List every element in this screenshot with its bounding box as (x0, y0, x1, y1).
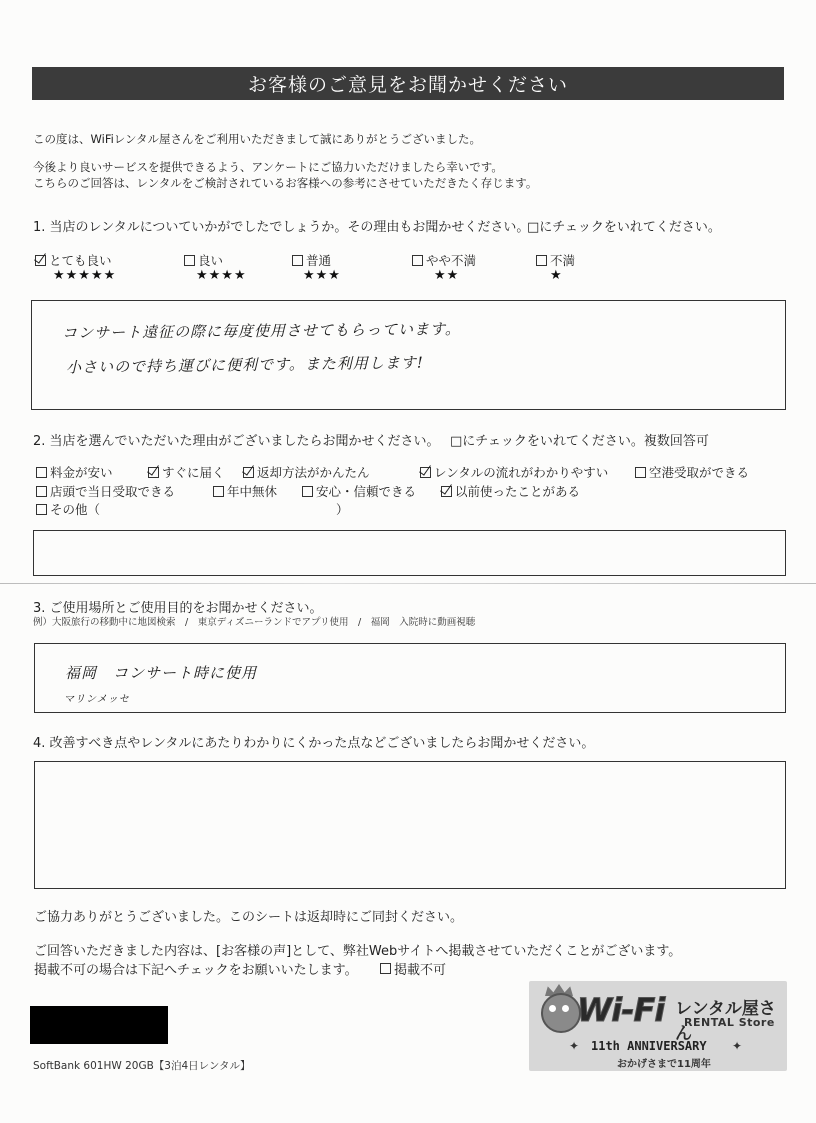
q2-option-easy-return[interactable] (243, 463, 370, 481)
q3-handwritten-line-1: 福岡 コンサート時に使用 (65, 664, 258, 682)
q2-question: 2. 当店を選んでいただいた理由がございましたらお聞かせください。 (33, 434, 440, 449)
q1-stars-5: ★★★★★ (53, 268, 117, 283)
q2-answer-box[interactable] (33, 530, 786, 576)
checkbox-icon[interactable] (292, 255, 303, 266)
checkbox-checked-icon[interactable] (243, 467, 254, 478)
checkbox-icon[interactable] (184, 255, 195, 266)
q1-handwritten-line-1: コンサート遠征の際に毎度使用させてもらっています。 (61, 319, 461, 343)
q2-option-label: 料金が安い (50, 465, 113, 480)
q2-option-clear-flow[interactable] (420, 463, 608, 481)
logo-sub: RENTAL Store (684, 1016, 775, 1029)
q2-option-cheap[interactable] (36, 463, 113, 481)
q2-option-label: すぐに届く (162, 465, 225, 480)
opt-out-label: 掲載不可 (394, 963, 447, 978)
redacted-block (30, 1006, 168, 1044)
q1-option-label: 普通 (306, 253, 332, 268)
q1-option-label: 不満 (550, 253, 576, 268)
rental-info: SoftBank 601HW 20GB【3泊4日レンタル】 (33, 1060, 251, 1072)
q2-option-label: 年中無休 (227, 484, 278, 499)
checkbox-checked-icon[interactable] (420, 467, 431, 478)
intro-line-3: こちらのご回答は、レンタルをご検討されているお客様への参考にさせていただきたく存じます。 (33, 176, 538, 190)
page-title: お客様のご意見をお聞かせください (247, 74, 568, 96)
q1-stars-2: ★★ (434, 268, 460, 283)
sparkle-icon: ✦ (732, 1039, 743, 1053)
checkbox-icon[interactable] (36, 504, 47, 515)
closing-notice-2: 掲載不可の場合は下記へチェックをお願いいたします。 (34, 963, 358, 978)
q2-option-trustworthy[interactable] (302, 482, 416, 500)
logo-anniversary: 11th ANNIVERSARY (591, 1039, 707, 1053)
closing-notice-1: ご回答いただきました内容は、[お客様の声]として、弊社Webサイトへ掲載させていただくことがございます。 (34, 944, 682, 959)
checkbox-checked-icon[interactable] (148, 467, 159, 478)
q4-question: 4. 改善すべき点やレンタルにあたりわかりにくかった点などございましたらお聞かせください。 (33, 736, 595, 751)
checkbox-icon[interactable] (36, 467, 47, 478)
intro-line-1: この度は、WiFiレンタル屋さんをご利用いただきまして誠にありがとうございました。 (33, 132, 482, 146)
q2-option-label: 店頭で当日受取できる (50, 484, 176, 499)
paper-fold-line (0, 583, 816, 584)
logo-name: レンタル屋さん (675, 999, 776, 1044)
checkbox-icon[interactable] (536, 255, 547, 266)
q4-answer-box[interactable] (34, 761, 786, 889)
logo-brand: Wi-Fi (577, 991, 665, 1029)
q2-option-label: その他（ (50, 502, 101, 517)
q3-question: 3. ご使用場所とご使用目的をお聞かせください。 (33, 601, 323, 616)
q1-stars-4: ★★★★ (196, 268, 247, 283)
checkbox-icon[interactable] (213, 486, 224, 497)
q2-option-used-before[interactable] (441, 482, 580, 500)
q1-stars-1: ★ (550, 268, 563, 283)
q2-option-airport-pickup[interactable] (635, 463, 749, 481)
q1-option-somewhat-dissatisfied[interactable] (412, 251, 476, 269)
q1-option-good[interactable] (184, 251, 223, 269)
checkbox-icon[interactable] (635, 467, 646, 478)
q1-option-label: 良い (198, 253, 224, 268)
q2-other-close-paren: ） (336, 502, 349, 517)
wifi-rental-logo (529, 981, 787, 1071)
page-title-bar (32, 67, 784, 100)
q2-option-label: 以前使ったことがある (455, 484, 581, 499)
q2-option-open-all-year[interactable] (213, 482, 277, 500)
q1-option-dissatisfied[interactable] (536, 251, 575, 269)
checkbox-icon[interactable] (412, 255, 423, 266)
q2-option-label: 空港受取ができる (649, 465, 750, 480)
closing-thanks: ご協力ありがとうございました。このシートは返却時にご同封ください。 (34, 910, 464, 925)
intro-line-2: 今後より良いサービスを提供できるよう、アンケートにご協力いただけましたら幸いです。 (33, 160, 503, 174)
q1-option-label: とても良い (49, 253, 112, 268)
checkbox-icon[interactable] (380, 963, 391, 974)
q2-option-other[interactable] (36, 500, 100, 518)
q1-option-very-good[interactable] (35, 251, 112, 269)
logo-tagline: おかげさまで11周年 (617, 1059, 711, 1070)
checkbox-icon[interactable] (302, 486, 313, 497)
q2-option-store-pickup[interactable] (36, 482, 175, 500)
checkbox-checked-icon[interactable] (35, 255, 46, 266)
q2-option-fast-delivery[interactable] (148, 463, 225, 481)
q1-option-label: やや不満 (426, 253, 477, 268)
opt-out-checkbox-option[interactable] (380, 959, 446, 978)
q1-stars-3: ★★★ (303, 268, 341, 283)
q3-handwritten-line-2: マリンメッセ (64, 694, 130, 705)
q2-instruction: □にチェックをいれてください。複数回答可 (450, 434, 709, 449)
q1-option-average[interactable] (292, 251, 331, 269)
q1-question: 1. 当店のレンタルについていかがでしたでしょうか。その理由もお聞かせください。 (33, 220, 530, 235)
q1-instruction: □にチェックをいれてください。 (527, 220, 721, 235)
q2-option-label: 返却方法がかんたん (257, 465, 370, 480)
q1-handwritten-line-2: 小さいので持ち運びに便利です。また利用します! (65, 353, 424, 377)
q3-example: 例）大阪旅行の移動中に地図検索 / 東京ディズニーランドでアプリ使用 / 福岡 入院時に動画視聴 (33, 617, 476, 628)
mascot-icon (541, 993, 581, 1033)
q2-option-label: レンタルの流れがわかりやすい (434, 465, 609, 480)
sparkle-icon: ✦ (569, 1039, 580, 1053)
checkbox-checked-icon[interactable] (441, 486, 452, 497)
checkbox-icon[interactable] (36, 486, 47, 497)
q2-option-label: 安心・信頼できる (316, 484, 417, 499)
